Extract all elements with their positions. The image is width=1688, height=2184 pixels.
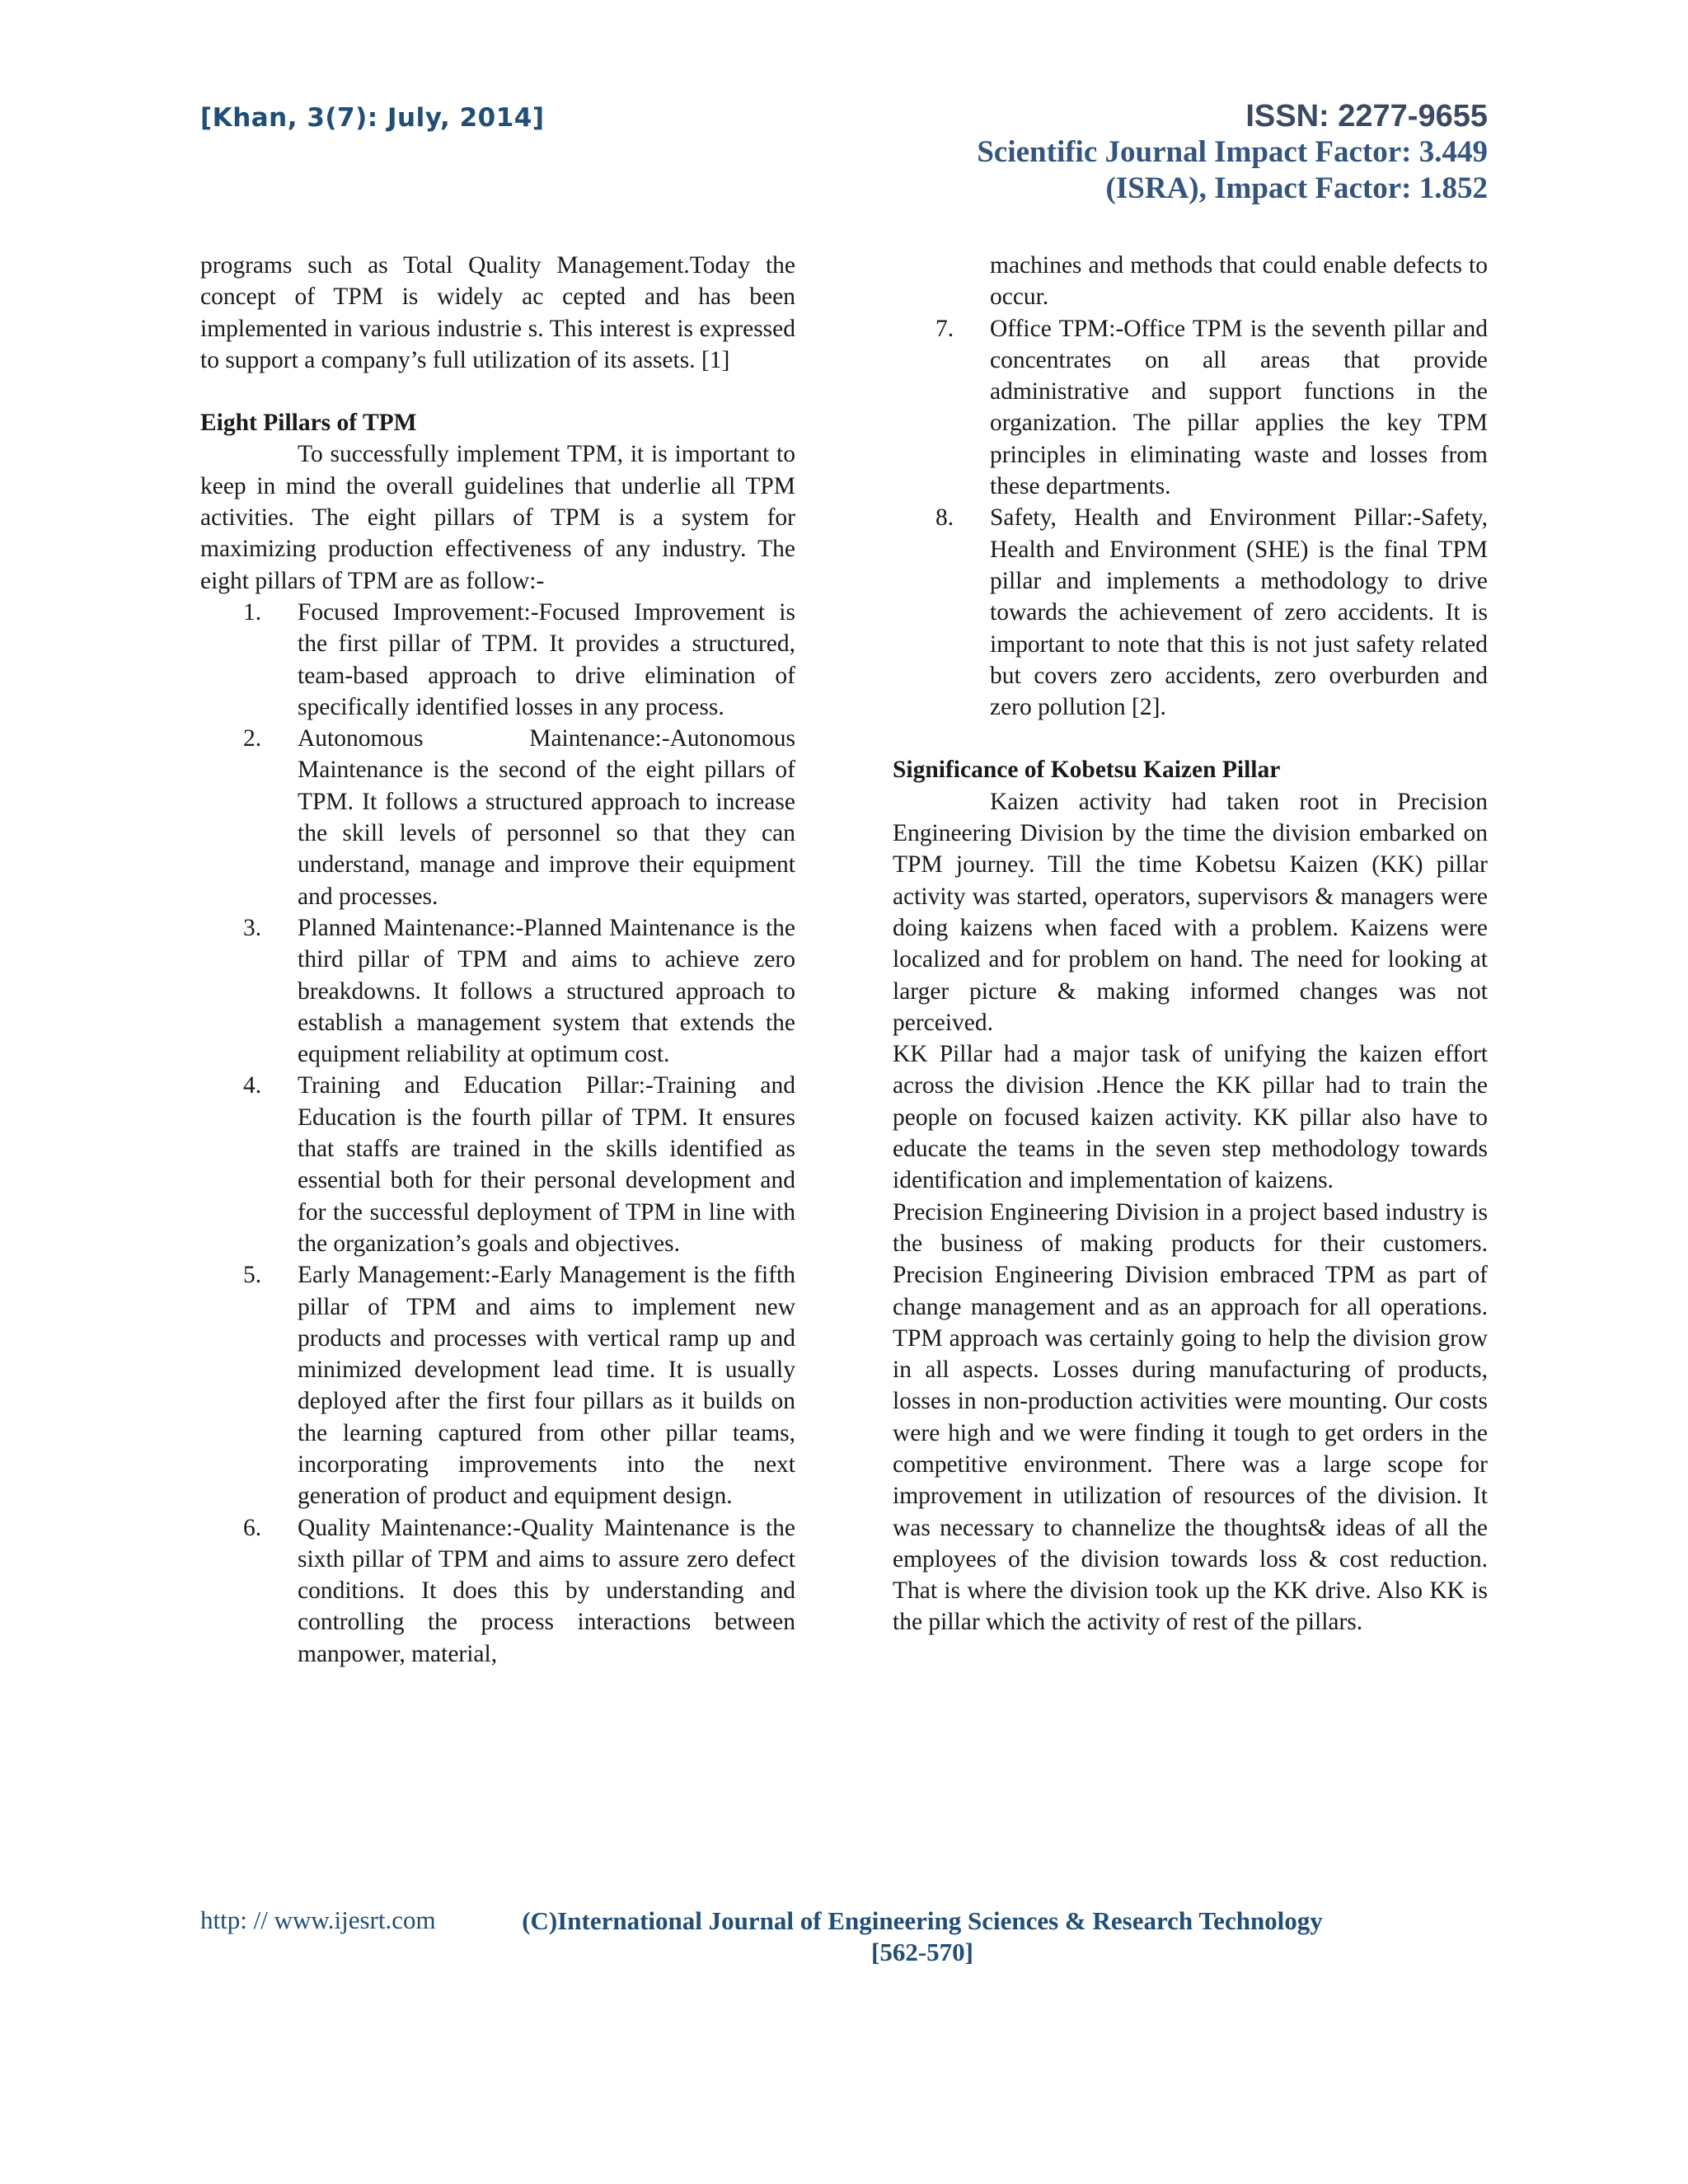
header-right	[977, 99, 1488, 207]
list-text: machines and methods that could enable defects to occur.	[990, 252, 1488, 311]
list-text: Training and Education Pillar:-Training and Education is the fourth pillar of TPM. It ensures that staffs are trained in the skills identified as essential both for their personal development and for the successful deployment of TPM in line with the organization’s goals and objectives.	[298, 1072, 795, 1257]
list-text: Office TPM:-Office TPM is the seventh pillar and concentrates on all areas that provide administrative and support functions in the organization. The pillar applies the key TPM principles in eliminating waste and losses from these departments.	[990, 315, 1488, 500]
list-number: 5.	[243, 1262, 262, 1289]
list-item	[200, 723, 795, 912]
list-number: 8.	[935, 504, 954, 532]
header-impact-isra: (ISRA), Impact Factor: 1.852	[1105, 171, 1488, 205]
list-item	[200, 1512, 795, 1670]
list-item	[200, 1259, 795, 1511]
pillars-list	[200, 597, 795, 1670]
list-item	[200, 1070, 795, 1259]
list-text: Early Management:-Early Management is the fifth pillar of TPM and aims to implement new products and processes with vertical ramp up and minimized development lead time. It is usually deployed after the first four pillars as it builds on the learning captured from other pillar teams, incorporating improvements into the next generation of product and equipment design.	[298, 1262, 795, 1510]
list-number: 6.	[243, 1514, 262, 1541]
kk-paragraph-1: Kaizen activity had taken root in Precision Engineering Division by the time the division embarked on TPM journey. Till the time Kobetsu Kaizen (KK) pillar activity was started, operators, supervisors & managers were doing kaizens when faced with a problem. Kaizens were localized and for problem on hand. The need for looking at larger picture & making informed changes was not perceived.	[893, 788, 1488, 1036]
list-number: 2.	[243, 725, 262, 752]
header-issn: ISSN: 2277-9655	[1245, 99, 1488, 134]
list-text: Quality Maintenance:-Quality Maintenance is the sixth pillar of TPM and aims to assure zero defect conditions. It does this by understanding and controlling the process interactions between manpower, material,	[298, 1514, 795, 1667]
list-item	[200, 912, 795, 1070]
list-text: Safety, Health and Environment Pillar:-Safety, Health and Environment (SHE) is the final TPM pillar and implements a methodology to drive towards the achievement of zero accidents. It is important to note that this is not just safety related but covers zero accidents, zero overburden and zero pollution [2].	[990, 504, 1488, 721]
kk-paragraph-2: KK Pillar had a major task of unifying the kaizen effort across the division .Hence the KK pillar had to train the people on focused kaizen activity. KK pillar also have to educate the teams in the seven step methodology towards identification and implementation of kaizens.	[893, 1041, 1488, 1194]
list-item	[200, 597, 795, 723]
intro-paragraph: programs such as Total Quality Management.Today the concept of TPM is widely ac cepted and has been implemented in various industrie s. This interest is expressed to support a company’s full utilization of its assets. [1]	[200, 252, 795, 373]
footer-journal-title: (C)International Journal of Engineering Sciences & Research Technology	[522, 1906, 1323, 1935]
list-text: Focused Improvement:-Focused Improvement is the first pillar of TPM. It provides a structured, team-based approach to drive elimination of specifically identified losses in any process.	[298, 598, 795, 720]
list-item-continuation	[893, 250, 1488, 313]
list-item	[893, 313, 1488, 503]
right-column	[893, 250, 1488, 1638]
header-citation: [Khan, 3(7): July, 2014]	[200, 103, 545, 133]
list-text: Autonomous Maintenance:-Autonomous Maintenance is the second of the eight pillars of TPM. It follows a structured approach to increase the skill levels of personnel so that they can understand, manage and improve their equipment and processes.	[298, 725, 795, 910]
list-number: 7.	[935, 315, 954, 342]
footer-journal	[0, 1905, 1688, 1968]
footer-pages: [562-570]	[871, 1938, 973, 1966]
list-number: 4.	[243, 1072, 262, 1099]
list-item	[893, 502, 1488, 723]
list-number: 3.	[243, 914, 262, 941]
kk-paragraph-3: Precision Engineering Division in a project based industry is the business of making products for their customers. Precision Engineering Division embraced TPM as part of change management and as an approach for all operations. TPM approach was certainly going to help the division grow in all aspects. Losses during manufacturing of products, losses in non-production activities were mounting. Our costs were high and we were finding it tough to get orders in the competitive environment. There was a large scope for improvement in utilization of resources of the division. It was necessary to channelize the thoughts& ideas of all the employees of the division towards loss & cost reduction. That is where the division took up the KK drive. Also KK is the pillar which the activity of rest of the pillars.	[893, 1198, 1488, 1636]
footer-url-link[interactable]: http: // www.ijesrt.com	[200, 1905, 436, 1934]
section-heading-kk: Significance of Kobetsu Kaizen Pillar	[893, 757, 1281, 784]
list-number: 1.	[243, 598, 262, 626]
pillars-list-continued	[893, 250, 1488, 723]
left-column	[200, 250, 795, 1670]
pillars-intro-paragraph: To successfully implement TPM, it is important to keep in mind the overall guidelines that underlie all TPM activities. The eight pillars of TPM is a system for maximizing production effectiveness of any industry. The eight pillars of TPM are as follow:-	[200, 441, 795, 594]
list-text: Planned Maintenance:-Planned Maintenance is the third pillar of TPM and aims to achieve zero breakdowns. It follows a structured approach to establish a management system that extends the equipment reliability at optimum cost.	[298, 914, 795, 1068]
header-impact-sjif: Scientific Journal Impact Factor: 3.449	[977, 135, 1488, 169]
section-heading-pillars: Eight Pillars of TPM	[200, 410, 417, 437]
